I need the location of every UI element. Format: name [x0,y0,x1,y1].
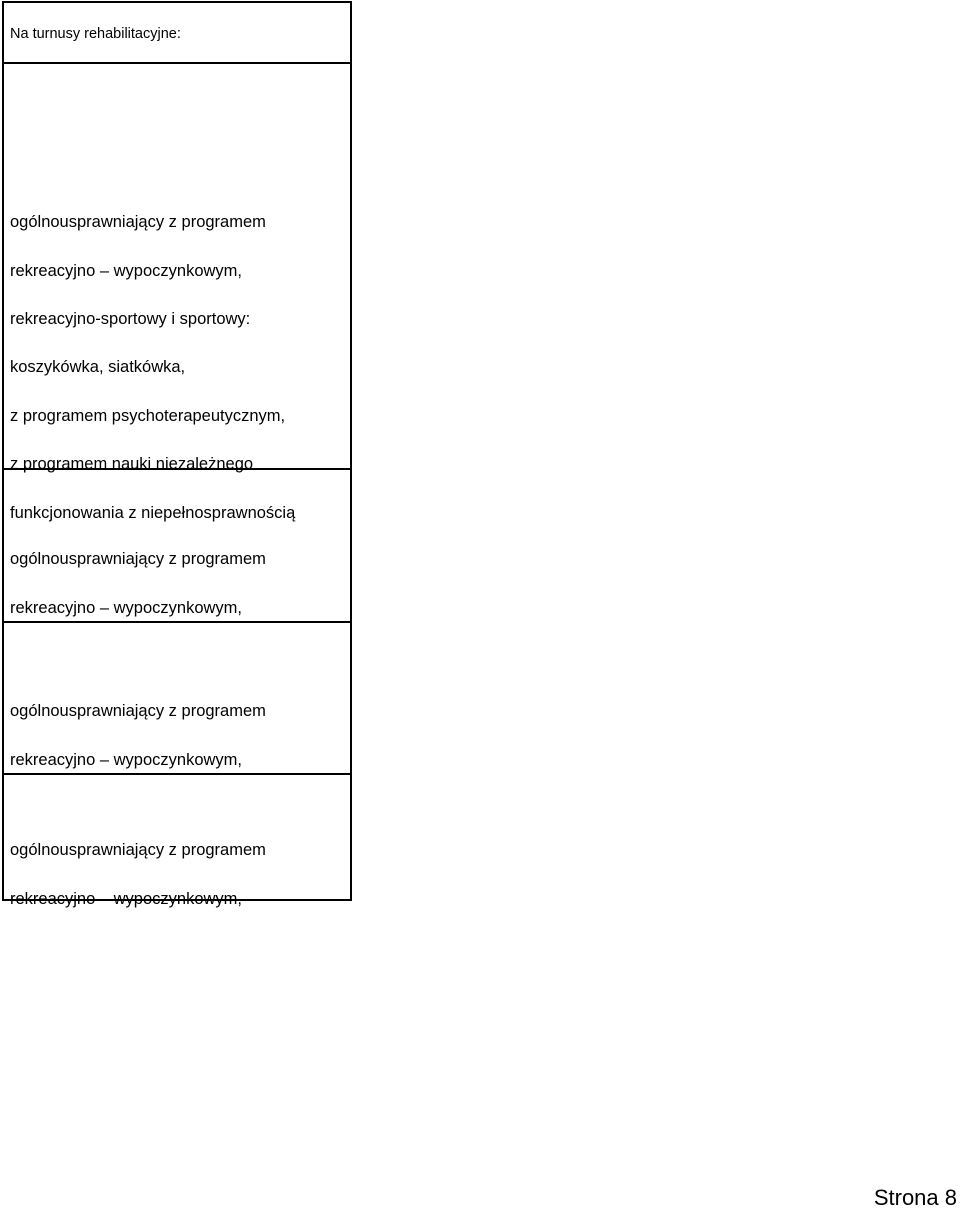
row-line: funkcjonowania z niepełnosprawnością [10,503,296,522]
row-line: rekreacyjno – wypoczynkowym, [10,889,242,908]
row-line: koszykówka, siatkówka, [10,358,186,377]
table-header-cell [2,1,352,64]
row-text [10,814,266,935]
row-line: rekreacyjno-sportowy i sportowy: [10,310,251,329]
row-line: ogólnousprawniający z programem [10,550,266,569]
table-row [2,62,352,522]
rehab-table [2,1,352,908]
row-line: rekreacyjno – wypoczynkowym, [10,261,242,280]
row-line: ogólnousprawniający z programem [10,213,266,232]
row-line: ogólnousprawniający z programem [10,841,266,860]
row-line: rekreacyjno – wypoczynkowym, [10,598,242,617]
page-number: Strona 8 [873,1185,957,1210]
table-row [2,468,352,623]
table-row [2,621,352,775]
table-header-label: Na turnusy rehabilitacyjne: [10,26,181,42]
row-line: z programem nauki niezależnego [10,455,254,474]
row-line: ogólnousprawniający z programem [10,702,266,721]
table-row [2,773,352,908]
row-line: z programem psychoterapeutycznym, [10,406,286,425]
row-line: rekreacyjno – wypoczynkowym, [10,750,242,769]
